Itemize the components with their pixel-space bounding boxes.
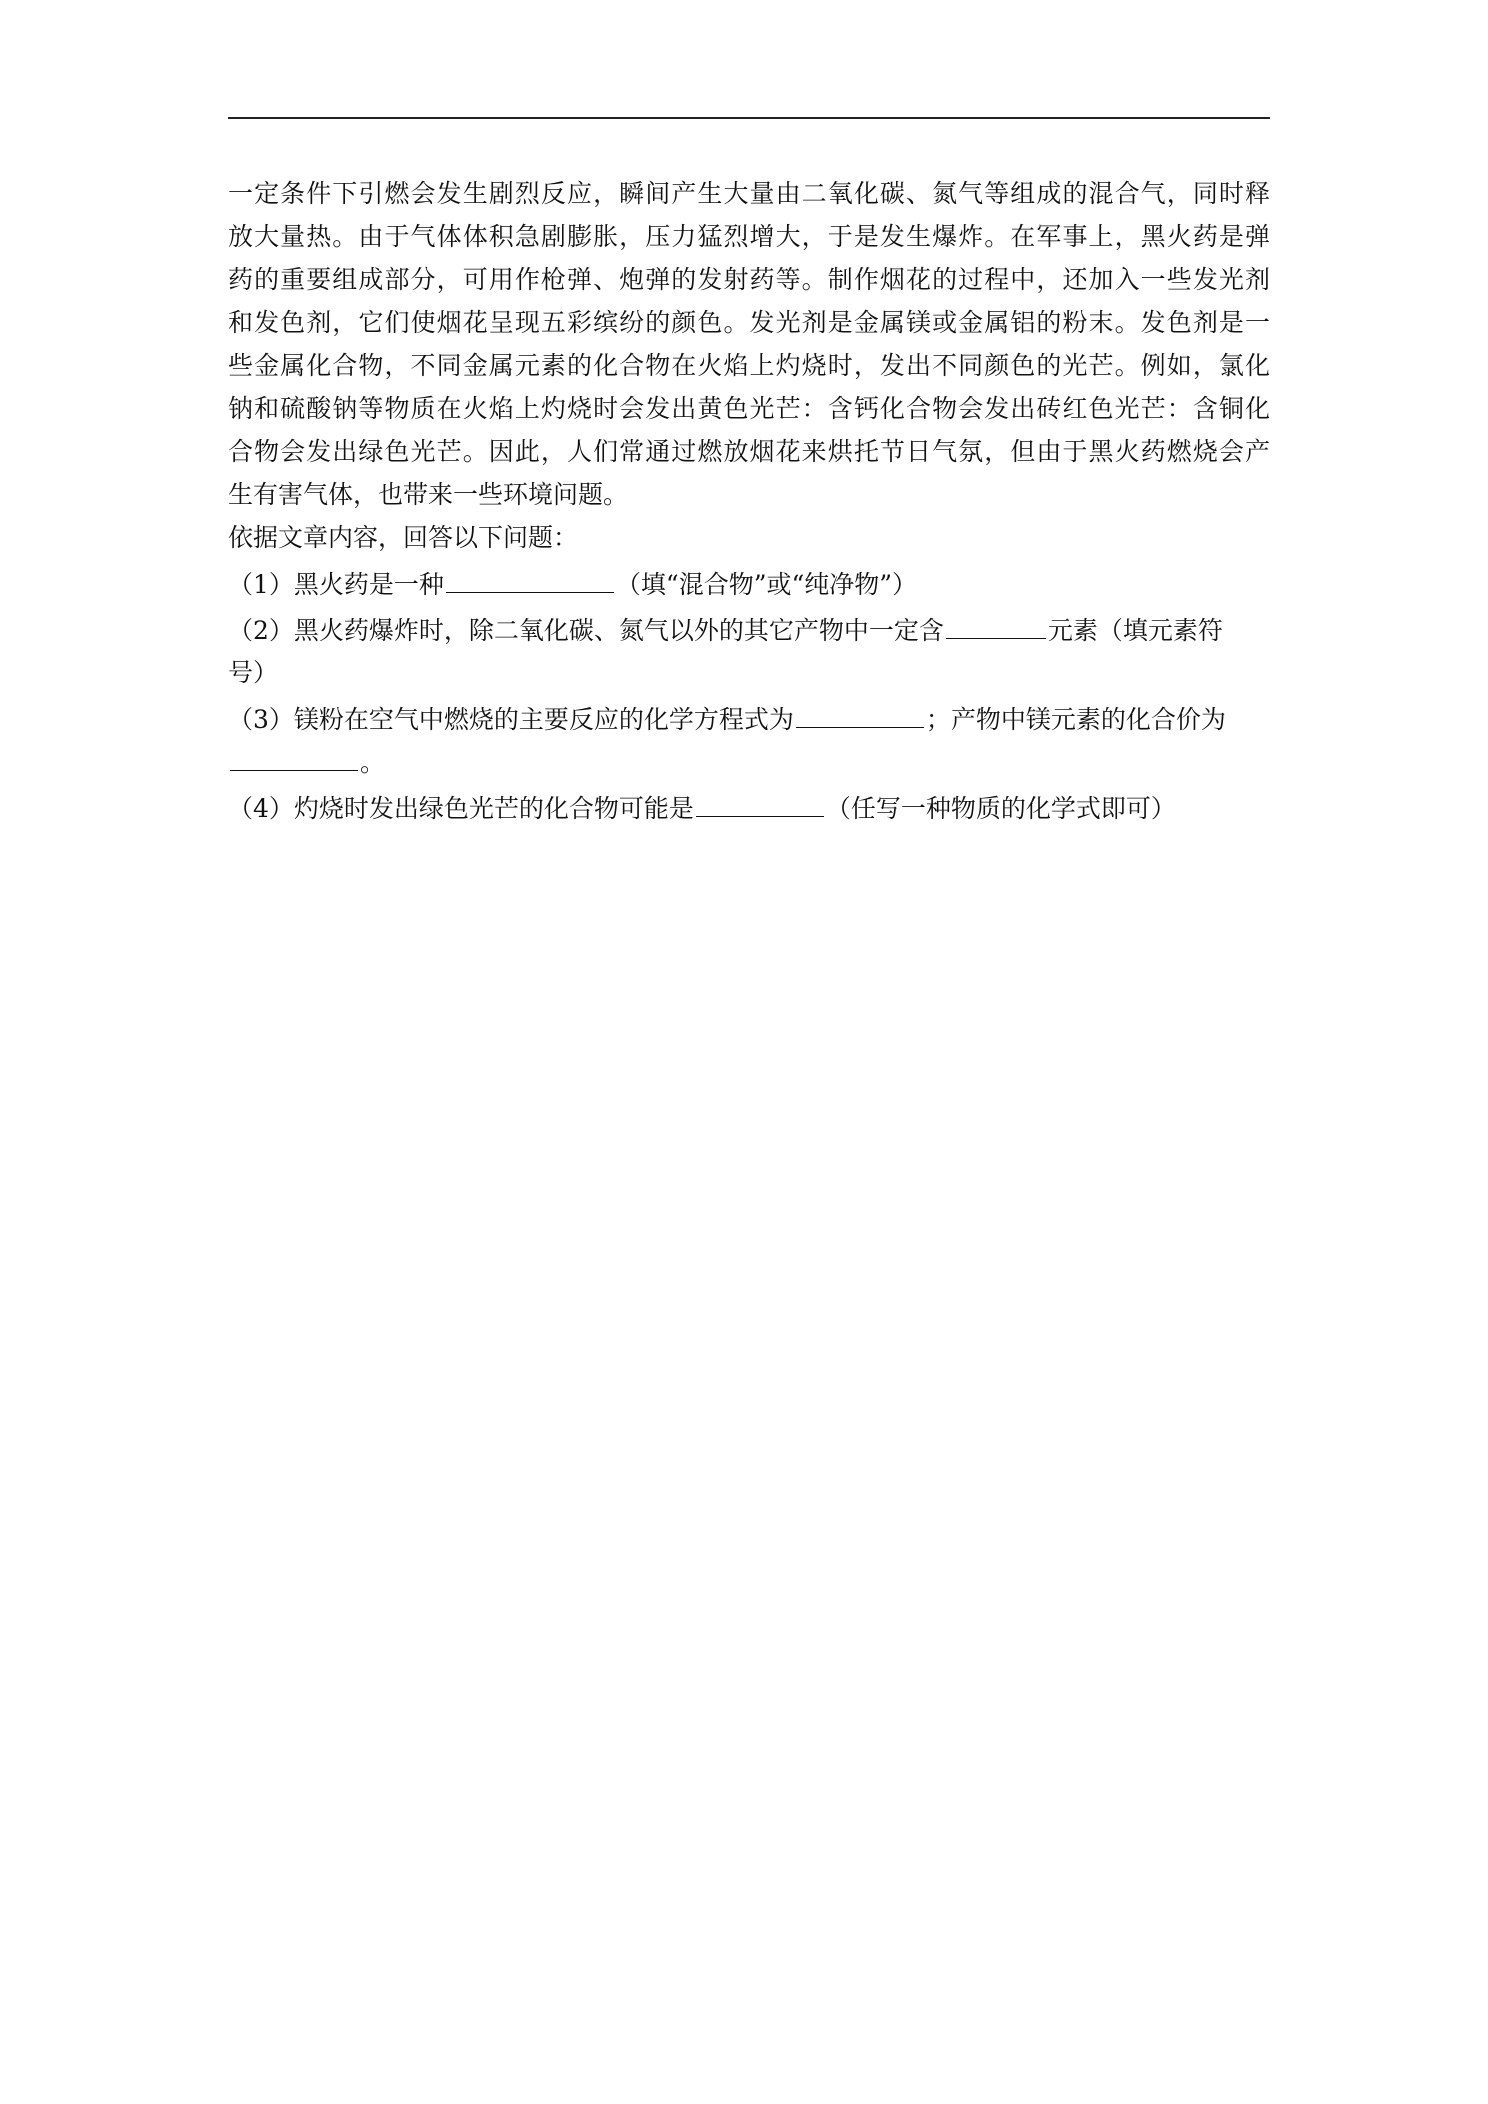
passage-line: 和发色剂，它们使烟花呈现五彩缤纷的颜色。发光剂是金属镁或金属铝的粉末。发色剂是一	[228, 308, 1270, 337]
question-4-hint: （任写一种物质的化学式即可）	[825, 794, 1176, 823]
question-2-hint: 元素（填元素符	[1047, 616, 1223, 645]
question-4-text: （4）灼烧时发出绿色光芒的化合物可能是	[228, 794, 694, 823]
answer-blank-4[interactable]	[696, 786, 824, 817]
passage-line: 生有害气体，也带来一些环境问题。	[228, 480, 629, 509]
answer-blank-2[interactable]	[946, 608, 1046, 639]
passage-line: 钠和硫酸钠等物质在火焰上灼烧时会发出黄色光芒：含钙化合物会发出砖红色光芒：含铜化	[228, 394, 1270, 423]
answer-blank-3b[interactable]	[230, 740, 358, 771]
question-4	[228, 786, 1270, 829]
answer-blank-3a[interactable]	[796, 697, 924, 728]
passage-line: 放大量热。由于气体体积急剧膨胀，压力猛烈增大，于是发生爆炸。在军事上，黑火药是弹	[228, 222, 1270, 251]
question-3	[228, 697, 1270, 740]
instruction: 依据文章内容，回答以下问题：	[228, 523, 579, 552]
question-3-end: 。	[360, 748, 386, 777]
header-rule	[228, 117, 1270, 119]
passage	[228, 172, 1270, 516]
question-2-hint-end: 号）	[228, 658, 279, 687]
answer-blank-1[interactable]	[446, 562, 614, 593]
question-3-text: （3）镁粉在空气中燃烧的主要反应的化学方程式为	[228, 705, 794, 734]
document-body	[228, 172, 1270, 829]
question-3-text-2: ；产物中镁元素的化合价为	[925, 705, 1226, 734]
passage-line: 些金属化合物，不同金属元素的化合物在火焰上灼烧时，发出不同颜色的光芒。例如，氯化	[228, 351, 1270, 380]
passage-line: 合物会发出绿色光芒。因此，人们常通过燃放烟花来烘托节日气氛，但由于黑火药燃烧会产	[228, 437, 1270, 466]
passage-line: 药的重要组成部分，可用作枪弹、炮弹的发射药等。制作烟花的过程中，还加入一些发光剂	[228, 265, 1270, 294]
question-2-text: （2）黑火药爆炸时，除二氧化碳、氮气以外的其它产物中一定含	[228, 616, 944, 645]
question-3-continued	[228, 740, 1270, 783]
question-1-hint: （填“混合物”或“纯净物”）	[615, 570, 918, 599]
question-1	[228, 562, 1270, 605]
question-2-continued	[228, 651, 1270, 694]
question-1-text: （1）黑火药是一种	[228, 570, 444, 599]
question-2	[228, 608, 1270, 651]
passage-line: 一定条件下引燃会发生剧烈反应，瞬间产生大量由二氧化碳、氮气等组成的混合气，同时释	[228, 179, 1270, 208]
